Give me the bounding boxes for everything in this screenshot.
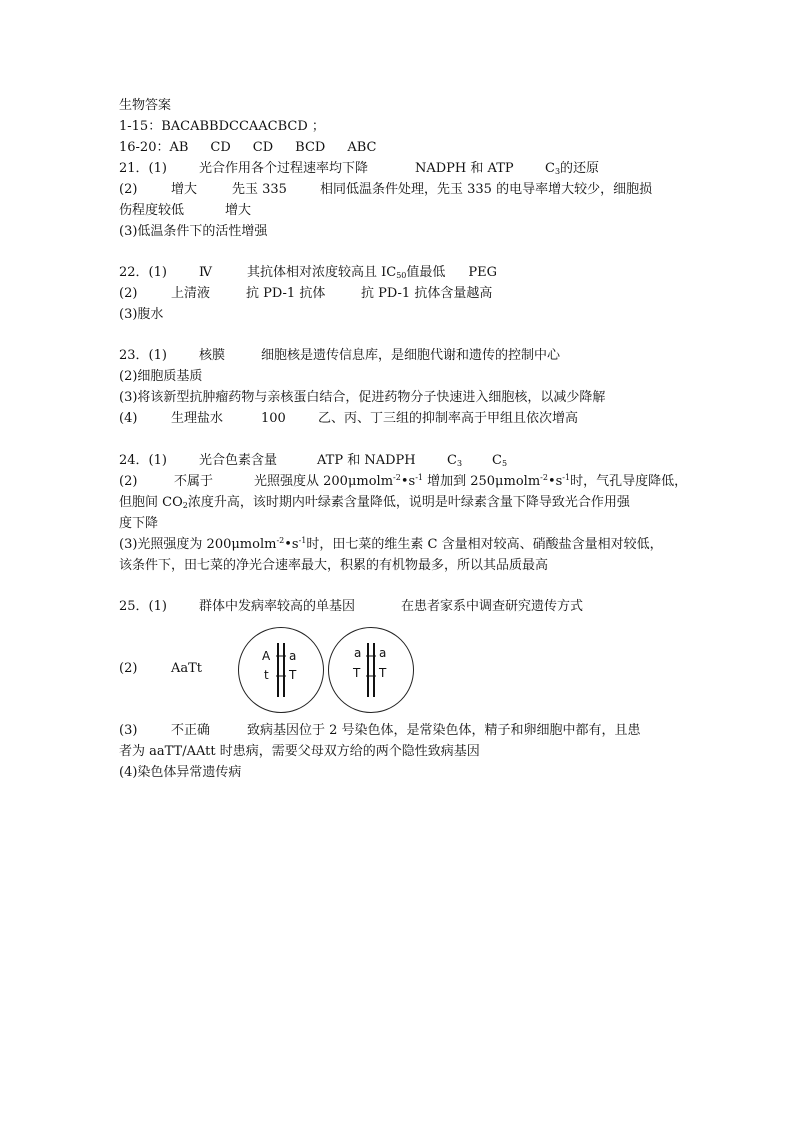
q21-line-1: 21．(1) 光合作用各个过程速率均下降 NADPH 和 ATP $C_3$的还原 <box>119 161 600 176</box>
answer-title: 生物答案 <box>119 98 172 113</box>
q24-line-6: 该条件下，田七菜的净光合速率最大，积累的有机物最多，所以其品质最高 <box>119 558 549 573</box>
chromosome-pair-icon <box>275 643 287 697</box>
cell-diagram-1 <box>238 627 324 713</box>
q21-line-2: (2) 增大 先玉 335 相同低温条件处理，先玉 335 的电导率增大较少，细胞损 <box>119 182 653 197</box>
q25-line-2: (2) AaTt <box>119 661 203 676</box>
cell-diagram-2 <box>328 627 414 713</box>
mc-label: 16-20：AB <box>119 140 189 155</box>
mc-line-2 <box>119 138 376 158</box>
q24-line-1: 24．(1) 光合色素含量 ATP 和 NADPH $C_3$ $C_5$ <box>119 453 508 468</box>
mc-line-1: 1-15：BACABBDCCAACBCD ； <box>119 119 325 134</box>
q23-line-2: (2)细胞质基质 <box>119 369 203 384</box>
q24-line-5: (3)光照强度为 $200\mu molm^{-2}•s^{-1}$时，田七菜的维生素 C 含量相对较高、硝酸盐含量相对较低， <box>119 536 663 552</box>
chromosome-pair-icon <box>365 643 377 697</box>
q25-line-1: 25．(1) 群体中发病率较高的单基因 在患者家系中调查研究遗传方式 <box>119 599 584 614</box>
mc-answer: BCD <box>295 140 326 155</box>
q25-line-3: (3) 不正确 致病基因位于 2 号染色体，是常染色体，精子和卵细胞中都有，且患 <box>119 723 641 738</box>
mc-answer: CD <box>252 140 274 155</box>
q22-line-1: 22．(1) Ⅳ 其抗体相对浓度较高且 $IC_{50}$值最低 PEG <box>119 265 498 280</box>
q24-line-4: 度下降 <box>119 516 159 531</box>
mc-answer: CD <box>210 140 231 155</box>
q23-line-4: (4) 生理盐水 100 乙、丙、丁三组的抑制率高于甲组且依次增高 <box>119 411 579 426</box>
allele-label: A <box>262 649 271 663</box>
allele-label: a <box>379 646 387 660</box>
q24-line-3: 但胞间 $CO_2$浓度升高，该时期内叶绿素含量降低，说明是叶绿素含量下降导致光合作用强 <box>119 495 630 510</box>
mc-answer: ABC <box>347 140 377 155</box>
q21-line-3: 伤程度较低 增大 <box>119 203 252 218</box>
allele-label: T <box>289 668 297 682</box>
allele-label: a <box>289 649 297 663</box>
q25-line-5: (4)染色体异常遗传病 <box>119 765 242 780</box>
allele-label: a <box>354 646 362 660</box>
q22-line-2: (2) 上清液 抗 PD-1 抗体 抗 PD-1 抗体含量越高 <box>119 286 493 301</box>
allele-label: t <box>264 668 269 682</box>
q23-line-1: 23．(1) 核膜 细胞核是遗传信息库，是细胞代谢和遗传的控制中心 <box>119 348 561 363</box>
q22-line-3: (3)腹水 <box>119 307 164 322</box>
q25-line-4: 者为 aaTT/AAtt 时患病，需要父母双方给的两个隐性致病基因 <box>119 744 480 759</box>
allele-label: T <box>379 666 387 680</box>
q23-line-3: (3)将该新型抗肿瘤药物与亲核蛋白结合，促进药物分子快速进入细胞核，以减少降解 <box>119 390 606 405</box>
q24-line-2: (2) 不属于 光照强度从 $200\mu molm^{-2}•s^{-1}$ 增加到 $250\mu molm^{-2}•s^{-1}$时，气孔导度降低， <box>119 473 688 489</box>
allele-label: T <box>353 666 361 680</box>
q21-line-4: (3)低温条件下的活性增强 <box>119 224 268 239</box>
